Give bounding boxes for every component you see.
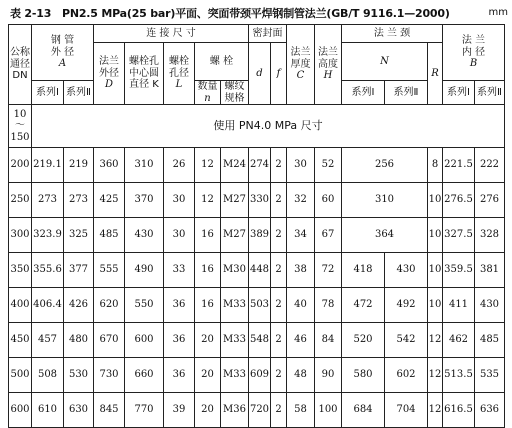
- cell-bolt-qty: 12: [195, 183, 221, 218]
- cell-bolt-thread: M27: [221, 183, 249, 218]
- header-neck-series1: 系列Ⅰ: [342, 81, 385, 105]
- cell-neck-r: 12: [428, 323, 443, 358]
- cell-dn: 300: [9, 218, 32, 253]
- cell-bolt-thread: M33: [221, 288, 249, 323]
- cell-bolt-hole: 36: [164, 323, 195, 358]
- cell-pipe-od-series2: 480: [64, 323, 94, 358]
- table-caption: [10, 3, 510, 23]
- cell-bolt-circle: 310: [125, 148, 164, 183]
- header-flange-od: 法兰 外径 D: [94, 43, 125, 105]
- cell-d: 330: [249, 183, 271, 218]
- cell-bolt-hole: 30: [164, 183, 195, 218]
- cell-thickness: 30: [287, 148, 315, 183]
- cell-neck-n: 256: [342, 148, 428, 183]
- cell-pipe-od-series1: 508: [32, 358, 64, 393]
- cell-pipe-od-series1: 610: [32, 393, 64, 428]
- cell-bolt-qty: 12: [195, 148, 221, 183]
- cell-bolt-qty: 20: [195, 358, 221, 393]
- cell-bore-series1: 411: [443, 288, 475, 323]
- cell-height: 60: [315, 183, 342, 218]
- header-connection: 连 接 尺 寸: [94, 25, 249, 43]
- cell-bore-series1: 327.5: [443, 218, 475, 253]
- cell-bolt-hole: 33: [164, 253, 195, 288]
- cell-bolt-circle: 770: [125, 393, 164, 428]
- header-bolt-hole: 螺栓 孔径 L: [164, 43, 195, 105]
- table-row: [9, 253, 505, 288]
- header-bore-series1: 系列Ⅰ: [443, 81, 475, 105]
- cell-neck-r: 10: [428, 218, 443, 253]
- cell-dn: 350: [9, 253, 32, 288]
- cell-bolt-thread: M33: [221, 358, 249, 393]
- header-pipe-series2: 系列Ⅱ: [64, 81, 94, 105]
- cell-flange-od: 845: [94, 393, 125, 428]
- cell-pipe-od-series1: 355.6: [32, 253, 64, 288]
- cell-neck-r: 10: [428, 288, 443, 323]
- header-bolt-qty: 数量 n: [195, 81, 221, 105]
- cell-pipe-od-series2: 630: [64, 393, 94, 428]
- cell-bore-series2: 381: [475, 253, 505, 288]
- cell-neck-n-series2: 492: [385, 288, 428, 323]
- header-d: d: [249, 43, 271, 105]
- cell-d: 609: [249, 358, 271, 393]
- cell-neck-r: 8: [428, 148, 443, 183]
- cell-neck-n-series1: 418: [342, 253, 385, 288]
- cell-thickness: 40: [287, 288, 315, 323]
- cell-dn: 600: [9, 393, 32, 428]
- cell-bolt-hole: 30: [164, 218, 195, 253]
- cell-pipe-od-series2: 273: [64, 183, 94, 218]
- table-row: [9, 393, 505, 428]
- cell-flange-od: 485: [94, 218, 125, 253]
- cell-bore-series1: 513.5: [443, 358, 475, 393]
- cell-f: 2: [271, 253, 287, 288]
- header-thickness: 法兰 厚度 C: [287, 25, 315, 105]
- cell-neck-n-series2: 430: [385, 253, 428, 288]
- cell-neck-n-series2: 602: [385, 358, 428, 393]
- cell-f: 2: [271, 358, 287, 393]
- cell-pipe-od-series1: 273: [32, 183, 64, 218]
- note-row: [9, 105, 505, 148]
- cell-dn: 500: [9, 358, 32, 393]
- cell-height: 52: [315, 148, 342, 183]
- cell-height: 78: [315, 288, 342, 323]
- table-row: [9, 183, 505, 218]
- cell-pipe-od-series1: 406.4: [32, 288, 64, 323]
- cell-thickness: 58: [287, 393, 315, 428]
- cell-f: 2: [271, 323, 287, 358]
- cell-bolt-circle: 600: [125, 323, 164, 358]
- cell-dn: 200: [9, 148, 32, 183]
- cell-bolt-qty: 16: [195, 288, 221, 323]
- cell-d: 720: [249, 393, 271, 428]
- cell-pipe-od-series1: 323.9: [32, 218, 64, 253]
- header-neck: 法 兰 颈: [342, 25, 443, 43]
- cell-d: 274: [249, 148, 271, 183]
- cell-bore-series1: 462: [443, 323, 475, 358]
- cell-bore-series2: 430: [475, 288, 505, 323]
- cell-bolt-qty: 20: [195, 323, 221, 358]
- cell-bolt-qty: 16: [195, 253, 221, 288]
- cell-thickness: 46: [287, 323, 315, 358]
- table-row: [9, 148, 505, 183]
- cell-neck-n-series1: 684: [342, 393, 385, 428]
- cell-pipe-od-series2: 530: [64, 358, 94, 393]
- header-neck-n: N: [342, 43, 428, 81]
- cell-bolt-hole: 26: [164, 148, 195, 183]
- flange-dimension-table: [8, 24, 505, 428]
- cell-d: 503: [249, 288, 271, 323]
- cell-pipe-od-series2: 219: [64, 148, 94, 183]
- header-bolt: 螺 栓: [195, 43, 249, 81]
- cell-bolt-hole: 36: [164, 288, 195, 323]
- header-neck-series2: 系列Ⅱ: [385, 81, 428, 105]
- cell-bolt-circle: 490: [125, 253, 164, 288]
- cell-height: 90: [315, 358, 342, 393]
- note-dn: 10～150: [9, 105, 32, 148]
- cell-dn: 400: [9, 288, 32, 323]
- cell-height: 84: [315, 323, 342, 358]
- cell-bolt-thread: M36: [221, 393, 249, 428]
- cell-bolt-qty: 16: [195, 218, 221, 253]
- cell-bolt-thread: M27: [221, 218, 249, 253]
- header-height: 法兰 高度 H: [315, 25, 342, 105]
- header-bore-series2: 系列Ⅱ: [475, 81, 505, 105]
- header-pipe-od: 钢 管 外 径 A: [32, 25, 94, 81]
- cell-bolt-thread: M33: [221, 323, 249, 358]
- cell-pipe-od-series2: 325: [64, 218, 94, 253]
- cell-bolt-circle: 370: [125, 183, 164, 218]
- cell-bolt-hole: 39: [164, 393, 195, 428]
- cell-neck-r: 12: [428, 393, 443, 428]
- cell-bolt-circle: 660: [125, 358, 164, 393]
- cell-thickness: 32: [287, 183, 315, 218]
- cell-d: 389: [249, 218, 271, 253]
- cell-height: 67: [315, 218, 342, 253]
- cell-neck-n: 310: [342, 183, 428, 218]
- cell-neck-r: 10: [428, 253, 443, 288]
- cell-height: 72: [315, 253, 342, 288]
- table-row: [9, 323, 505, 358]
- cell-thickness: 34: [287, 218, 315, 253]
- table-row: [9, 218, 505, 253]
- cell-d: 548: [249, 323, 271, 358]
- cell-f: 2: [271, 288, 287, 323]
- cell-bore-series2: 328: [475, 218, 505, 253]
- cell-pipe-od-series2: 377: [64, 253, 94, 288]
- cell-height: 100: [315, 393, 342, 428]
- cell-bore-series1: 276.5: [443, 183, 475, 218]
- table-row: [9, 358, 505, 393]
- cell-pipe-od-series2: 426: [64, 288, 94, 323]
- cell-bore-series1: 221.5: [443, 148, 475, 183]
- header-row-1: [9, 25, 505, 43]
- cell-neck-r: 10: [428, 183, 443, 218]
- cell-bore-series2: 636: [475, 393, 505, 428]
- cell-neck-n-series1: 520: [342, 323, 385, 358]
- cell-flange-od: 620: [94, 288, 125, 323]
- cell-bolt-circle: 550: [125, 288, 164, 323]
- cell-flange-od: 670: [94, 323, 125, 358]
- cell-neck-n-series1: 472: [342, 288, 385, 323]
- cell-flange-od: 555: [94, 253, 125, 288]
- cell-bore-series2: 535: [475, 358, 505, 393]
- header-f: f: [271, 43, 287, 105]
- header-neck-r: R: [428, 43, 443, 105]
- cell-dn: 450: [9, 323, 32, 358]
- cell-d: 448: [249, 253, 271, 288]
- header-sealing: 密封面: [249, 25, 287, 43]
- cell-bolt-thread: M30: [221, 253, 249, 288]
- cell-neck-n-series1: 580: [342, 358, 385, 393]
- cell-f: 2: [271, 218, 287, 253]
- cell-thickness: 38: [287, 253, 315, 288]
- table-row: [9, 288, 505, 323]
- note-text: 使用 PN4.0 MPa 尺寸: [32, 105, 505, 148]
- cell-flange-od: 425: [94, 183, 125, 218]
- header-bore: 法 兰 内 径 B: [443, 25, 505, 81]
- cell-bolt-circle: 430: [125, 218, 164, 253]
- cell-bolt-thread: M24: [221, 148, 249, 183]
- table-title: 表 2-13 PN2.5 MPa(25 bar)平面、突面带颈平焊钢制管法兰(GB/T 9116.1—2000): [10, 7, 450, 20]
- unit-label: mm: [488, 7, 508, 18]
- cell-flange-od: 730: [94, 358, 125, 393]
- cell-bore-series1: 616.5: [443, 393, 475, 428]
- header-pipe-series1: 系列Ⅰ: [32, 81, 64, 105]
- cell-bore-series2: 485: [475, 323, 505, 358]
- cell-f: 2: [271, 148, 287, 183]
- cell-neck-r: 12: [428, 358, 443, 393]
- cell-dn: 250: [9, 183, 32, 218]
- cell-neck-n-series2: 542: [385, 323, 428, 358]
- cell-thickness: 48: [287, 358, 315, 393]
- cell-neck-n: 364: [342, 218, 428, 253]
- header-dn: 公称 通径 DN: [9, 25, 32, 105]
- header-bolt-thread: 螺纹 规格: [221, 81, 249, 105]
- cell-pipe-od-series1: 219.1: [32, 148, 64, 183]
- cell-bore-series2: 222: [475, 148, 505, 183]
- cell-bore-series1: 359.5: [443, 253, 475, 288]
- cell-f: 2: [271, 183, 287, 218]
- header-bolt-circle: 螺栓孔 中心圆 直径 K: [125, 43, 164, 105]
- cell-bore-series2: 276: [475, 183, 505, 218]
- cell-bolt-hole: 36: [164, 358, 195, 393]
- cell-f: 2: [271, 393, 287, 428]
- cell-pipe-od-series1: 457: [32, 323, 64, 358]
- cell-flange-od: 360: [94, 148, 125, 183]
- cell-bolt-qty: 20: [195, 393, 221, 428]
- cell-neck-n-series2: 704: [385, 393, 428, 428]
